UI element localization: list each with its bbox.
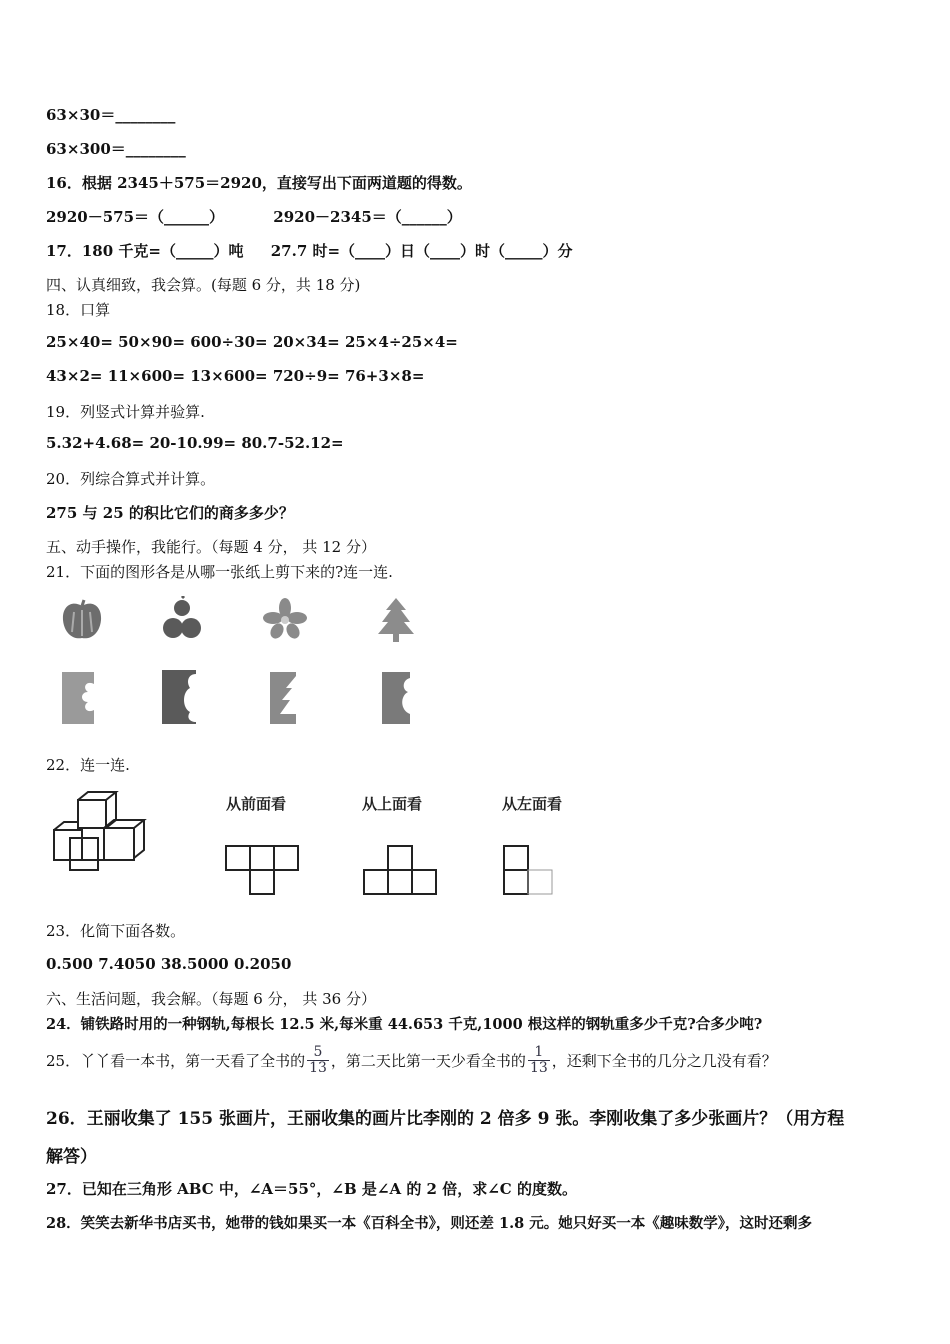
q23-title: 23．化简下面各数。 bbox=[46, 922, 186, 940]
q19-item: 5.32+4.68= bbox=[46, 434, 145, 452]
q23-row bbox=[46, 955, 291, 973]
apple-shape-icon bbox=[58, 598, 106, 642]
q22-label-left: 从左面看 bbox=[502, 795, 563, 813]
gourd-shape-icon bbox=[160, 596, 204, 642]
q25-part1: 25．丫丫看一本书，第一天看了全书的 bbox=[46, 1052, 306, 1070]
tree-shape-icon bbox=[374, 596, 418, 644]
q25-row bbox=[46, 1045, 777, 1076]
flower-shape-icon bbox=[262, 598, 308, 640]
q28-text: 28．笑笑去新华书店买书，她带的钱如果买一本《百科全书》，则还差 1.8 元。她只好买一本《趣味数学》，这时还剩多 bbox=[46, 1215, 812, 1232]
q16-title: 16．根据 2345＋575＝2920，直接写出下面两道题的得数。 bbox=[46, 174, 472, 192]
q26-line2: 解答） bbox=[46, 1147, 97, 1167]
q27-text: 27．已知在三角形 ABC 中，∠A＝55°，∠B 是∠A 的 2 倍，求∠C 的度数。 bbox=[46, 1180, 577, 1198]
q15-line2: 63×300＝________ bbox=[46, 140, 186, 158]
fraction-denominator: 13 bbox=[309, 1060, 327, 1076]
front-view-figure bbox=[224, 844, 302, 896]
q20-title: 20．列综合算式并计算。 bbox=[46, 470, 216, 488]
q21-title: 21．下面的图形各是从哪一张纸上剪下来的?连一连. bbox=[46, 563, 393, 581]
fraction-5-13 bbox=[307, 1045, 329, 1076]
q23-item: 38.5000 bbox=[160, 955, 229, 973]
q18-r2-item: 13×600= bbox=[190, 367, 268, 385]
q17-row bbox=[46, 240, 573, 261]
q19-item: 20-10.99= bbox=[149, 434, 237, 452]
q25-part2: ，第二天比第一天少看全书的 bbox=[330, 1052, 526, 1070]
q18-r1-item: 600÷30= bbox=[190, 333, 268, 351]
q22-title: 22．连一连. bbox=[46, 756, 130, 774]
fraction-denominator: 13 bbox=[529, 1060, 548, 1076]
q18-r2-item: 43×2= bbox=[46, 367, 103, 385]
left-view-figure bbox=[502, 844, 556, 898]
q18-row1 bbox=[46, 333, 458, 351]
q18-r1-item: 25×40= bbox=[46, 333, 113, 351]
q23-item: 7.4050 bbox=[98, 955, 156, 973]
paper-4-icon bbox=[380, 670, 414, 726]
fraction-numerator: 1 bbox=[528, 1045, 550, 1061]
section-5-heading: 五、动手操作，我能行。（每题 4 分， 共 12 分） bbox=[46, 538, 376, 556]
q16-row bbox=[46, 206, 462, 227]
q22-label-top: 从上面看 bbox=[362, 795, 423, 813]
q23-item: 0.2050 bbox=[233, 955, 292, 973]
q18-row2 bbox=[46, 367, 424, 385]
q17-a: 17．180 千克=（_____）吨 bbox=[46, 242, 244, 260]
q19-title: 19．列竖式计算并验算. bbox=[46, 403, 205, 421]
q17-b: 27.7 时=（____）日（____）时（_____）分 bbox=[270, 242, 573, 260]
top-view-figure bbox=[362, 844, 440, 896]
paper-3-icon bbox=[268, 670, 302, 726]
q26-line1: 26．王丽收集了 155 张画片，王丽收集的画片比李刚的 2 倍多 9 张。李刚收集了多少张画片？（用方程 bbox=[46, 1109, 845, 1129]
q18-r1-item: 50×90= bbox=[118, 333, 186, 351]
section-4-heading: 四、认真细致，我会算。(每题 6 分，共 18 分) bbox=[46, 276, 361, 294]
q19-row bbox=[46, 434, 344, 452]
q15-line1: 63×30＝________ bbox=[46, 106, 176, 124]
q18-title: 18．口算 bbox=[46, 301, 111, 319]
q16-b: 2920－2345＝（______） bbox=[273, 208, 462, 226]
section-6-heading: 六、生活问题，我会解。（每题 6 分， 共 36 分） bbox=[46, 990, 376, 1008]
q25-part3: ，还剩下全书的几分之几没有看？ bbox=[551, 1052, 777, 1070]
cube-stack-figure bbox=[48, 790, 158, 880]
q18-r2-item: 76+3×8= bbox=[344, 367, 425, 385]
q18-r2-item: 11×600= bbox=[107, 367, 186, 385]
q19-item: 80.7-52.12= bbox=[241, 434, 344, 452]
paper-2-icon bbox=[160, 668, 200, 726]
q18-r2-item: 720÷9= bbox=[272, 367, 340, 385]
q22-label-front: 从前面看 bbox=[226, 795, 287, 813]
fraction-1-13 bbox=[528, 1045, 550, 1076]
q20-text: 275 与 25 的积比它们的商多多少？ bbox=[46, 504, 294, 522]
fraction-numerator: 5 bbox=[307, 1045, 329, 1061]
paper-1-icon bbox=[60, 670, 100, 726]
q18-r1-item: 25×4÷25×4= bbox=[344, 333, 458, 351]
q16-a: 2920－575＝（______） bbox=[46, 208, 225, 226]
q24-text: 24．铺铁路时用的一种钢轨,每根长 12.5 米,每米重 44.653 千克,1000 根这样的钢轨重多少千克?合多少吨? bbox=[46, 1016, 763, 1033]
q18-r1-item: 20×34= bbox=[272, 333, 340, 351]
q23-item: 0.500 bbox=[46, 955, 93, 973]
